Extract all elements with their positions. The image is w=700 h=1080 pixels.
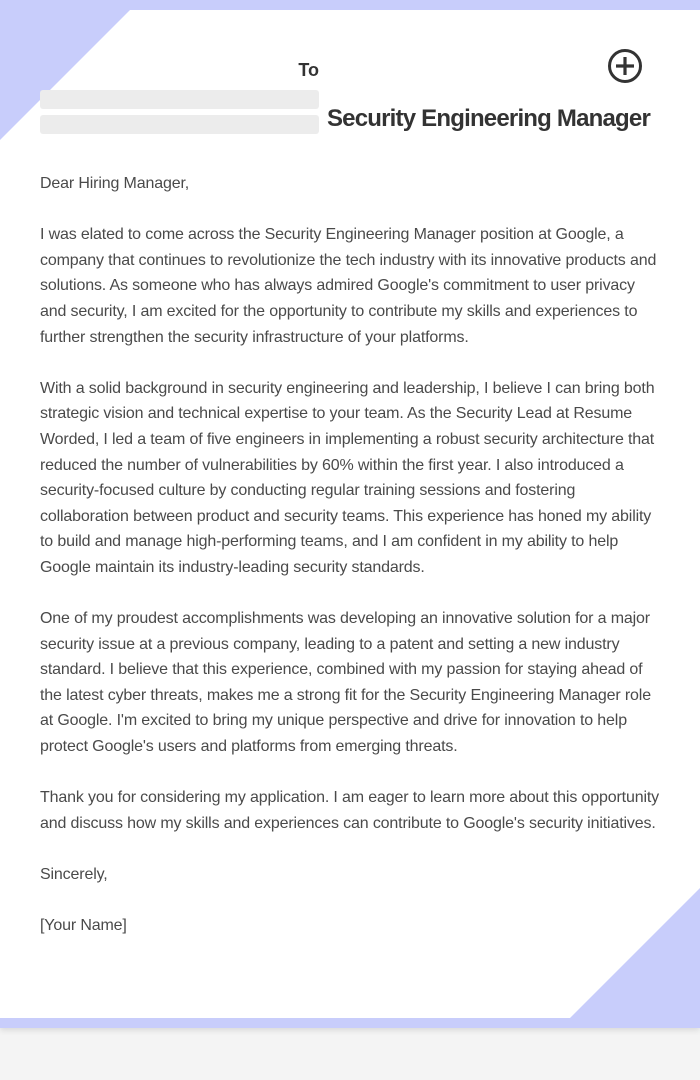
body-paragraph: With a solid background in security engineering and leadership, I believe I can bring both strategic vision and technical expertise to your team. As the Security Lead at Resume Worded, I led a team of five engineers in implementing a robust security architecture that reduced the number of vulnerabilities by 60% within the first year. I also introduced a security-focused culture by conducting regular training sessions and fostering collaboration between product and security teams. This experience has honed my ability to build and manage high-performing teams, and I am confident in my ability to help Google maintain its industry-leading security standards. — [40, 379, 655, 576]
body-paragraph: One of my proudest accomplishments was developing an innovative solution for a major security issue at a previous company, leading to a patent and setting a new industry standard. I believe that this experience, combined with my passion for staying ahead of the latest cyber threats, makes me a strong fit for the Security Engineering Manager role at Google. I'm excited to bring my unique perspective and drive for innovation to help protect Google's users and platforms from emerging threats. — [40, 610, 651, 756]
body-paragraph: I was elated to come across the Security Engineering Manager position at Google, a company that continues to revolutionize the tech industry with its innovative products and solutions. As someone who has always admired Google's commitment to user privacy and security, I am excited for the opportunity to contribute my skills and experiences to further strengthen the security infrastructure of your platforms. — [40, 226, 657, 346]
recipient-placeholder-line — [40, 115, 319, 134]
signature: [Your Name] — [40, 917, 127, 935]
letter-sheet — [0, 10, 700, 1018]
body-paragraph: Thank you for considering my application. I am eager to learn more about this opportunity and discuss how my skills and experiences can contribute to Google's security initiatives. — [40, 789, 659, 832]
job-title: Security Engineering Manager — [326, 105, 650, 132]
greeting: Dear Hiring Manager, — [40, 175, 190, 192]
circle-plus-icon[interactable] — [606, 47, 644, 85]
recipient-placeholder-line — [40, 90, 319, 109]
closing: Sincerely, — [40, 866, 108, 884]
letter-body — [40, 171, 662, 964]
recipient-label: To — [298, 60, 319, 80]
